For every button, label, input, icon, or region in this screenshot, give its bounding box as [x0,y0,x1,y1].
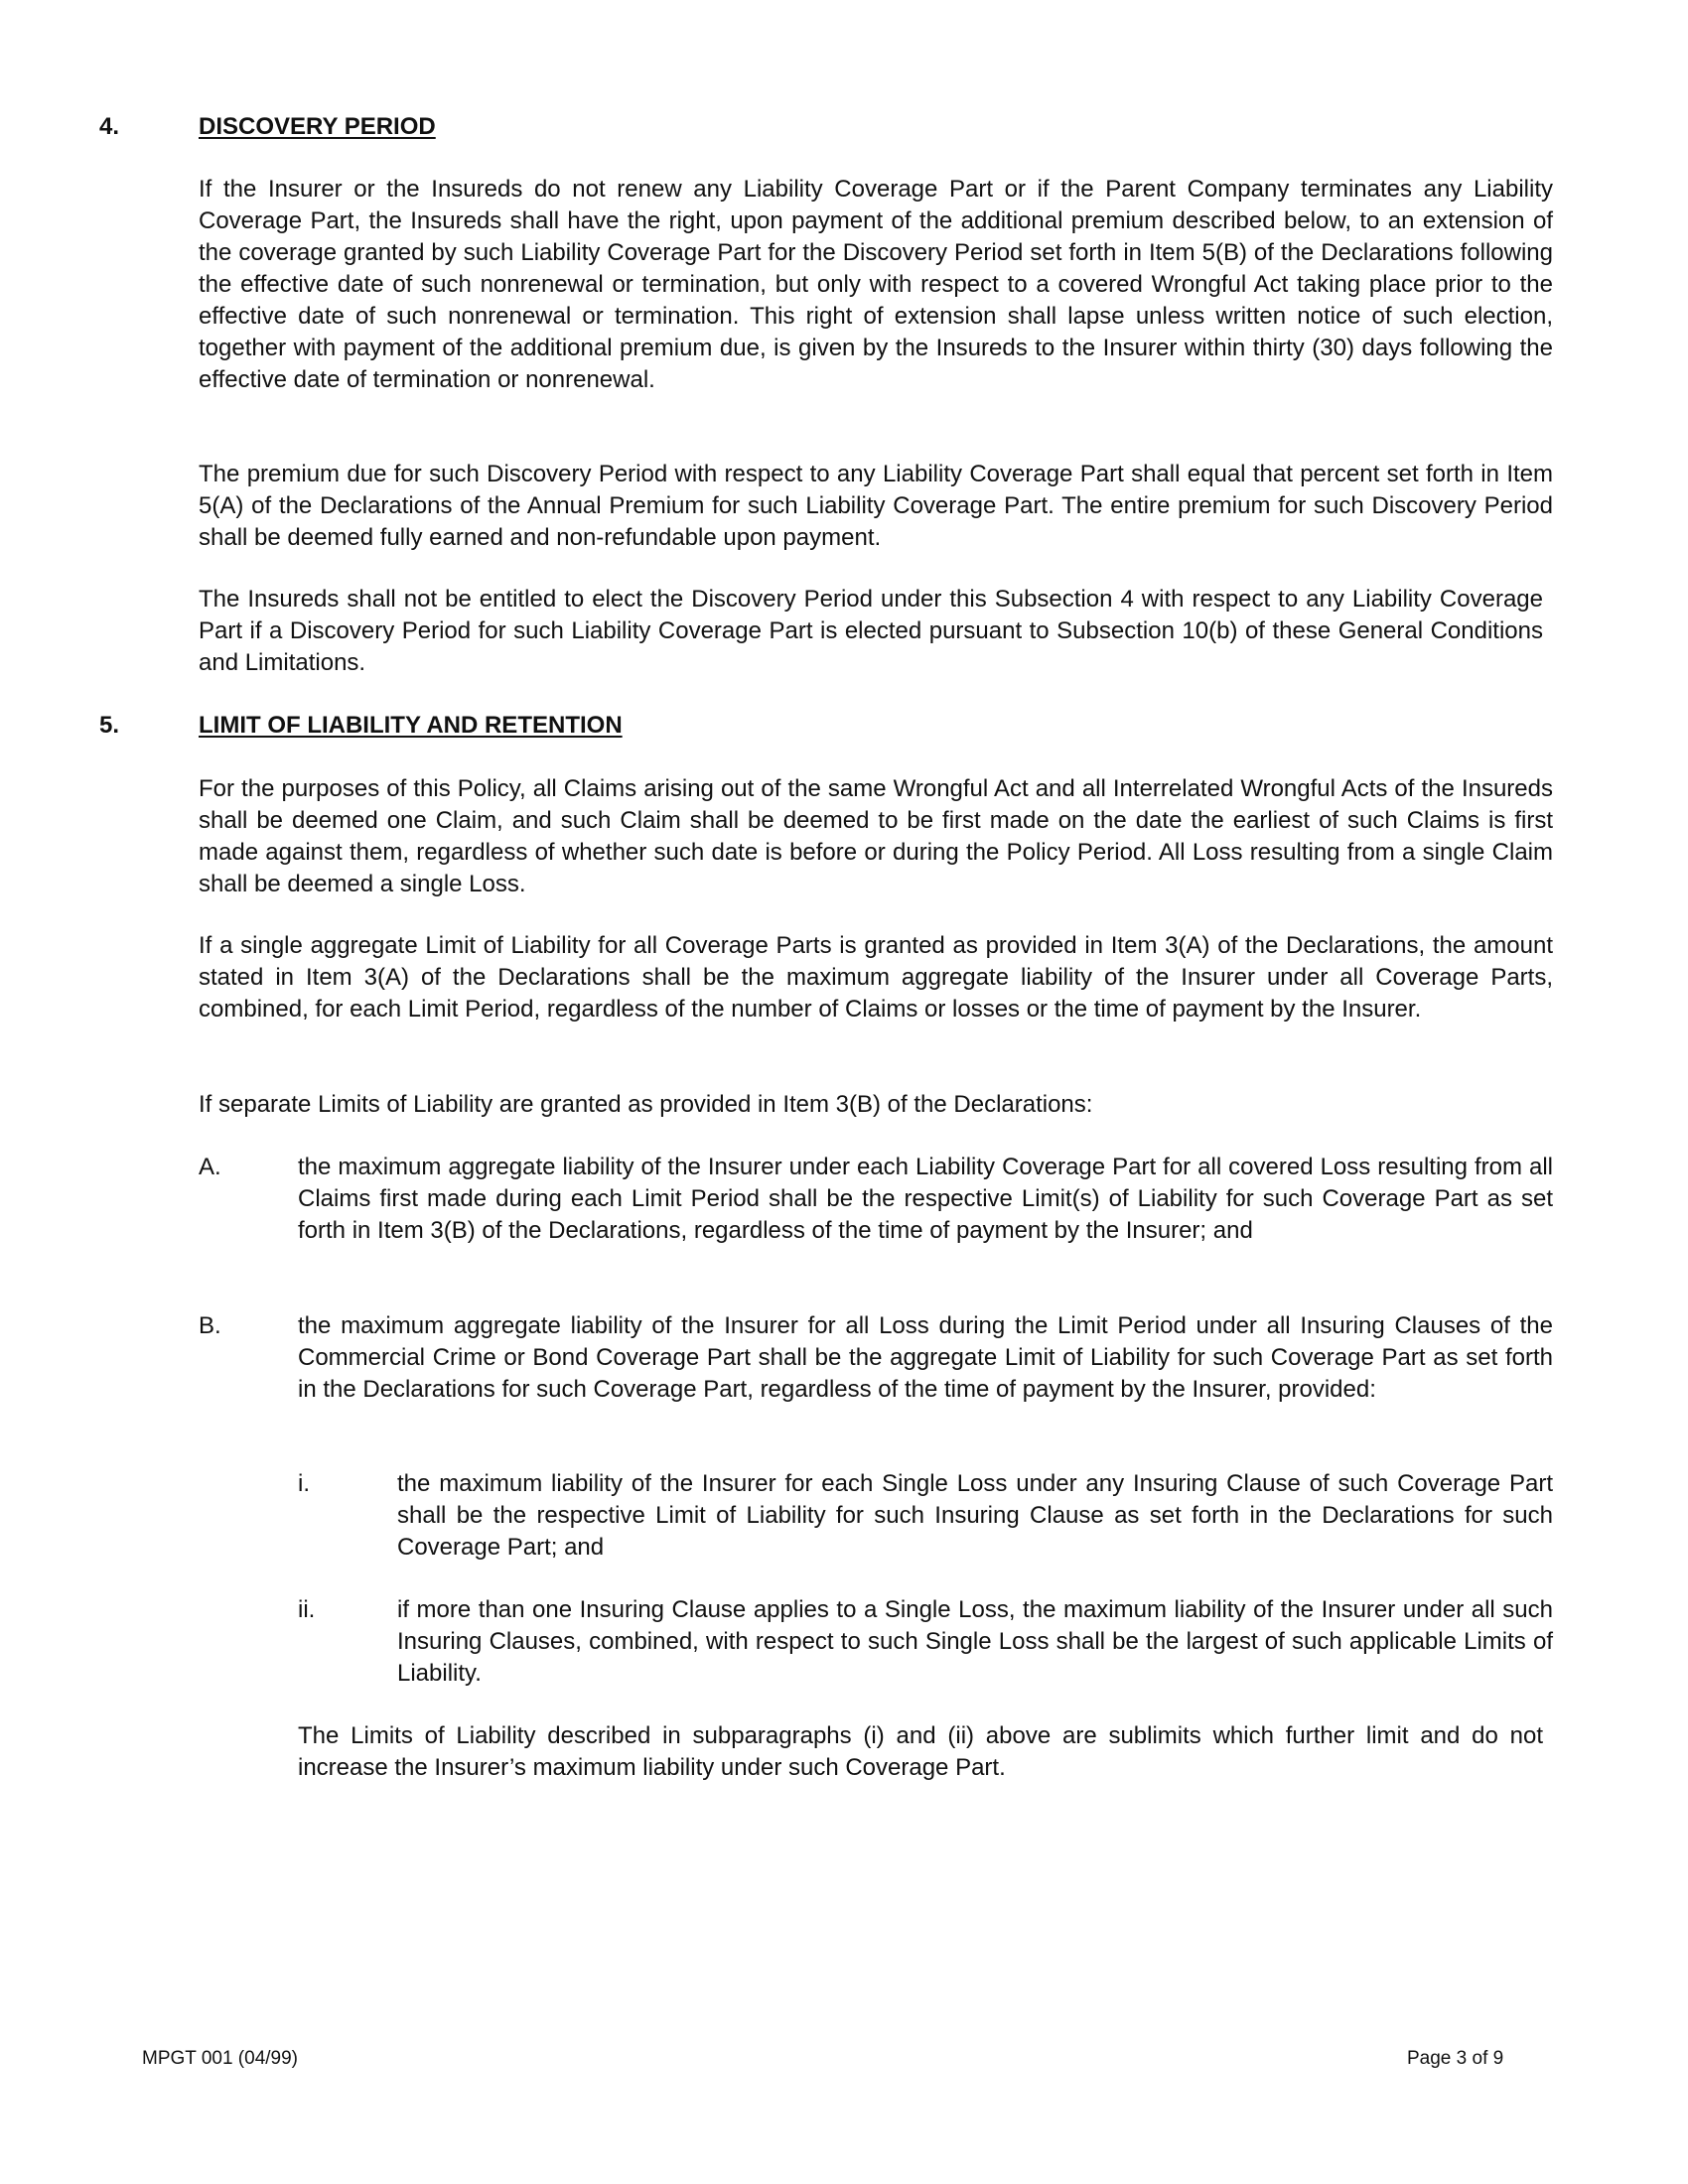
list-marker: A. [199,1154,221,1180]
list-item-text: the maximum aggregate liability of the Insurer for all Loss during the Limit Period under all Insuring Clauses of the Commercial Crime or Bond Coverage Part shall be the aggregate Limit of Liability for such Coverage Part as set forth in the Declarations for such Coverage Part, regardless of the time of payment by the Insurer, provided: [298,1312,1553,1403]
limit-liability-paragraph-1: For the purposes of this Policy, all Claims arising out of the same Wrongful Act and all Interrelated Wrongful Acts of the Insureds shall be deemed one Claim, and such Claim shall be deemed to be first made on the date the earliest of such Claims is first made against them, regardless of whether such date is before or during the Policy Period. All Loss resulting from a single Claim shall be deemed a single Loss. [199,775,1553,897]
list-item-text: if more than one Insuring Clause applies to a Single Loss, the maximum liability of the Insurer under all such Insuring Clauses, combined, with respect to such Single Loss shall be the largest of such applicable Limits of Liability. [397,1596,1553,1687]
list-marker: i. [298,1470,310,1497]
discovery-period-paragraph-2: The premium due for such Discovery Period with respect to any Liability Coverage Part shall equal that percent set forth in Item 5(A) of the Declarations of the Annual Premium for such Liability Coverage Part. The entire premium for such Discovery Period shall be deemed fully earned and non-refundable upon payment. [199,461,1553,551]
list-item-text: the maximum liability of the Insurer for each Single Loss under any Insuring Clause of such Coverage Part shall be the respective Limit of Liability for such Insuring Clause as set forth in the Declarations for such Coverage Part; and [397,1470,1553,1561]
section-title: LIMIT OF LIABILITY AND RETENTION [199,712,623,739]
sublimits-paragraph: The Limits of Liability described in subparagraphs (i) and (ii) above are sublimits which further limit and do not increase the Insurer’s maximum liability under such Coverage Part. [298,1722,1543,1781]
limit-liability-paragraph-2: If a single aggregate Limit of Liability for all Coverage Parts is granted as provided in Item 3(A) of the Declarations, the amount stated in Item 3(A) of the Declarations shall be the maximum aggregate liability of the Insurer under all Coverage Parts, combined, for each Limit Period, regardless of the number of Claims or losses or the time of payment by the Insurer. [199,932,1553,1023]
form-number: MPGT 001 (04/99) [142,2048,299,2069]
page-number: Page 3 of 9 [1407,2048,1504,2069]
list-marker: ii. [298,1596,316,1623]
limit-liability-paragraph-3: If separate Limits of Liability are granted as provided in Item 3(B) of the Declarations: [199,1091,1093,1118]
section-title: DISCOVERY PERIOD [199,113,436,140]
discovery-period-paragraph-3: The Insureds shall not be entitled to elect the Discovery Period under this Subsection 4 with respect to any Liability Coverage Part if a Discovery Period for such Liability Coverage Part is elected pursuant to Subsection 10(b) of these General Conditions and Limitations. [199,586,1543,676]
discovery-period-paragraph-1: If the Insurer or the Insureds do not renew any Liability Coverage Part or if the Parent Company terminates any Liability Coverage Part, the Insureds shall have the right, upon payment of the additional premium described below, to an extension of the coverage granted by such Liability Coverage Part for the Discovery Period set forth in Item 5(B) of the Declarations following the effective date of such nonrenewal or termination, but only with respect to a covered Wrongful Act taking place prior to the effective date of such nonrenewal or termination. This right of extension shall lapse unless written notice of such election, together with payment of the additional premium due, is given by the Insureds to the Insurer within thirty (30) days following the effective date of termination or nonrenewal. [199,176,1553,393]
list-item-text: the maximum aggregate liability of the Insurer under each Liability Coverage Part for all covered Loss resulting from all Claims first made during each Limit Period shall be the respective Limit(s) of Liability for such Coverage Part as set forth in Item 3(B) of the Declarations, regardless of the time of payment by the Insurer; and [298,1154,1553,1244]
section-number: 5. [99,712,120,739]
list-marker: B. [199,1312,221,1339]
section-number: 4. [99,113,120,140]
